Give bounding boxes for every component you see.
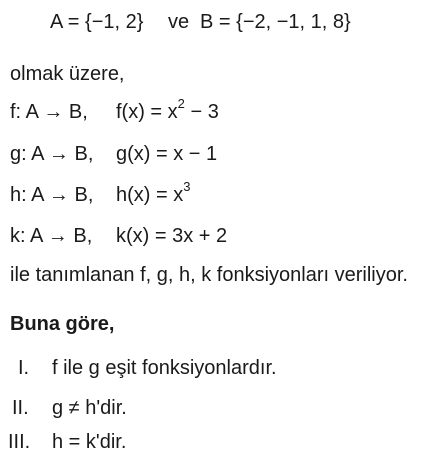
conjunction-ve: ve xyxy=(168,11,190,33)
function-f-formula: $f(x) = x^2 - 3$ xyxy=(116,96,219,123)
given-text: ile tanımlanan f, g, h, k fonksiyonları veriliyor. xyxy=(10,264,408,286)
function-k-mapping: k: A → B, xyxy=(10,225,93,247)
intro-text: olmak üzere, xyxy=(10,63,125,85)
statement-numeral: II. xyxy=(12,397,29,419)
function-g-mapping: g: A → B, xyxy=(10,143,94,165)
statement-numeral: I. xyxy=(18,357,30,379)
function-f-exponent: 2 xyxy=(177,96,185,112)
function-h-formula: $h(x) = x^3$ xyxy=(116,179,191,206)
function-h-exponent: 3 xyxy=(183,179,191,195)
statement-text: f ile g eşit fonksiyonlardır. xyxy=(52,357,277,379)
statement-numeral: III. xyxy=(8,431,31,453)
function-h-mapping: h: A → B, xyxy=(10,184,94,206)
function-f-mapping: f: A → B, xyxy=(10,101,88,123)
set-a-definition: A = {−1, 2} xyxy=(50,11,144,33)
statement-text: g ≠ h'dir. xyxy=(52,397,127,419)
set-b-definition: B = {−2, −1, 1, 8} xyxy=(200,11,351,33)
question-lead: Buna göre, xyxy=(10,313,115,335)
function-k-formula: k(x) = 3x + 2 xyxy=(116,225,228,247)
statement-text: h = k'dir. xyxy=(52,431,127,453)
function-g-formula: g(x) = x − 1 xyxy=(116,143,218,165)
